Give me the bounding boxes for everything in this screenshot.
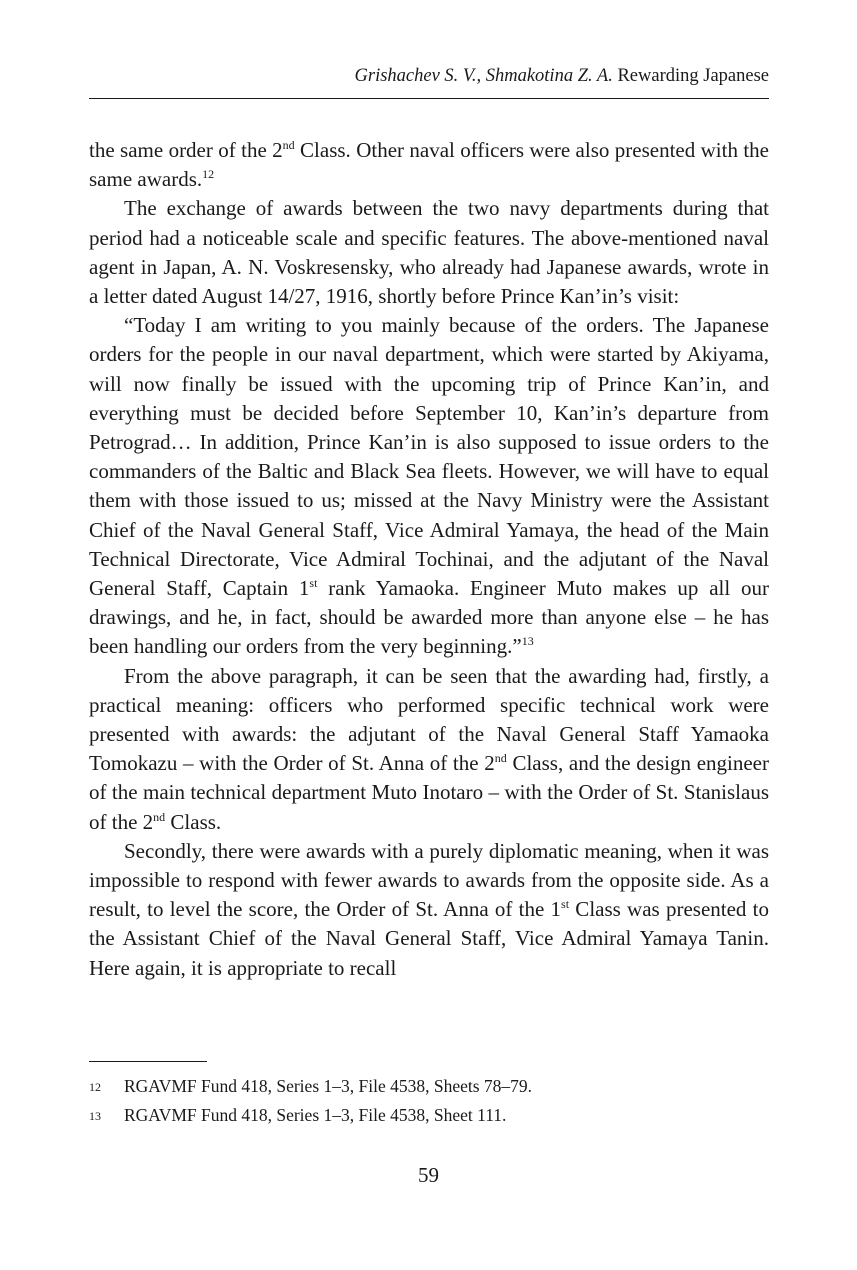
paragraph <box>89 136 769 194</box>
text-run: From the above paragraph, it can be seen that the awarding had, firstly, a practical meaning: officers who performed specific technical work were presented with awards: the adjutant of the Naval General Staff Yamaoka Tomokazu – with the Order of St. Anna of the 2 <box>89 663 769 776</box>
text-run: Secondly, there were awards with a purely diplomatic meaning, when it was impossible to respond with fewer awards to awards from the opposite side. As a result, to level the score, the Order of St. Anna of the 1 <box>89 838 769 922</box>
superscript: st <box>309 576 318 591</box>
running-header <box>89 66 769 87</box>
text-run: “Today I am writing to you mainly because of the orders. The Japanese orders for the people in our naval department, which were started by Akiyama, will now finally be issued with the upcoming trip of Prince Kan’in, and everything must be decided before September 10, Kan’in’s departure from Petrograd… In addition, Prince Kan’in is also supposed to issue orders to the commanders of the Baltic and Black Sea fleets. However, we will have to equal them with those issued to us; missed at the Navy Ministry were the Assistant Chief of the Naval General Staff, Vice Admiral Yamaya, the head of the Main Technical Directorate, Vice Admiral Tochinai, and the adjutant of the Naval General Staff, Captain 1 <box>89 313 769 601</box>
text-run: Class was presented to the Assistant Chief of the Naval General Staff, Vice Admiral Yamaya Tanin. Here again, it is appropriate to recall <box>89 897 769 980</box>
superscript: st <box>561 897 570 912</box>
footnote-text: RGAVMF Fund 418, Series 1–3, File 4538, Sheets 78–79. <box>124 1076 533 1096</box>
superscript: 12 <box>202 167 215 182</box>
text-run: The exchange of awards between the two navy departments during that period had a noticeable scale and specific features. The above-mentioned naval agent in Japan, A. N. Voskresensky, who already had Japanese awards, wrote in a letter dated August 14/27, 1916, shortly before Prince Kan’in’s visit: <box>89 196 769 309</box>
text-run: Class. Other naval officers were also presented with the same awards. <box>89 138 769 192</box>
footnote-number: 12 <box>89 1080 101 1094</box>
footnote-number: 13 <box>89 1109 101 1123</box>
header-authors: Grishachev S. V., Shmakotina Z. A. <box>354 66 613 86</box>
text-run: Class, and the design engineer of the main technical department Muto Inotaro – with the Order of St. Stanislaus of the 2 <box>89 751 769 834</box>
superscript: nd <box>153 809 166 824</box>
paragraph <box>89 837 769 983</box>
paragraph <box>89 662 769 837</box>
body-text <box>89 136 769 983</box>
header-title: Rewarding Japanese <box>612 66 769 86</box>
footnote-separator <box>89 1061 207 1062</box>
superscript: nd <box>282 138 295 152</box>
text-run: rank Yamaoka. Engineer Muto makes up all our drawings, and he, in fact, should be awarded more than anyone else – he has been handling our orders from the very beginning.” <box>89 576 769 659</box>
header-rule <box>89 98 769 99</box>
page-number: 59 <box>418 1163 439 1187</box>
footnote-text: RGAVMF Fund 418, Series 1–3, File 4538, Sheet 111. <box>124 1105 507 1125</box>
paragraph <box>89 311 769 661</box>
superscript: nd <box>494 751 507 766</box>
text-run: the same order of the 2 <box>89 138 283 162</box>
superscript: 13 <box>521 634 534 649</box>
paragraph <box>89 194 769 311</box>
text-run: Class. <box>165 809 222 834</box>
